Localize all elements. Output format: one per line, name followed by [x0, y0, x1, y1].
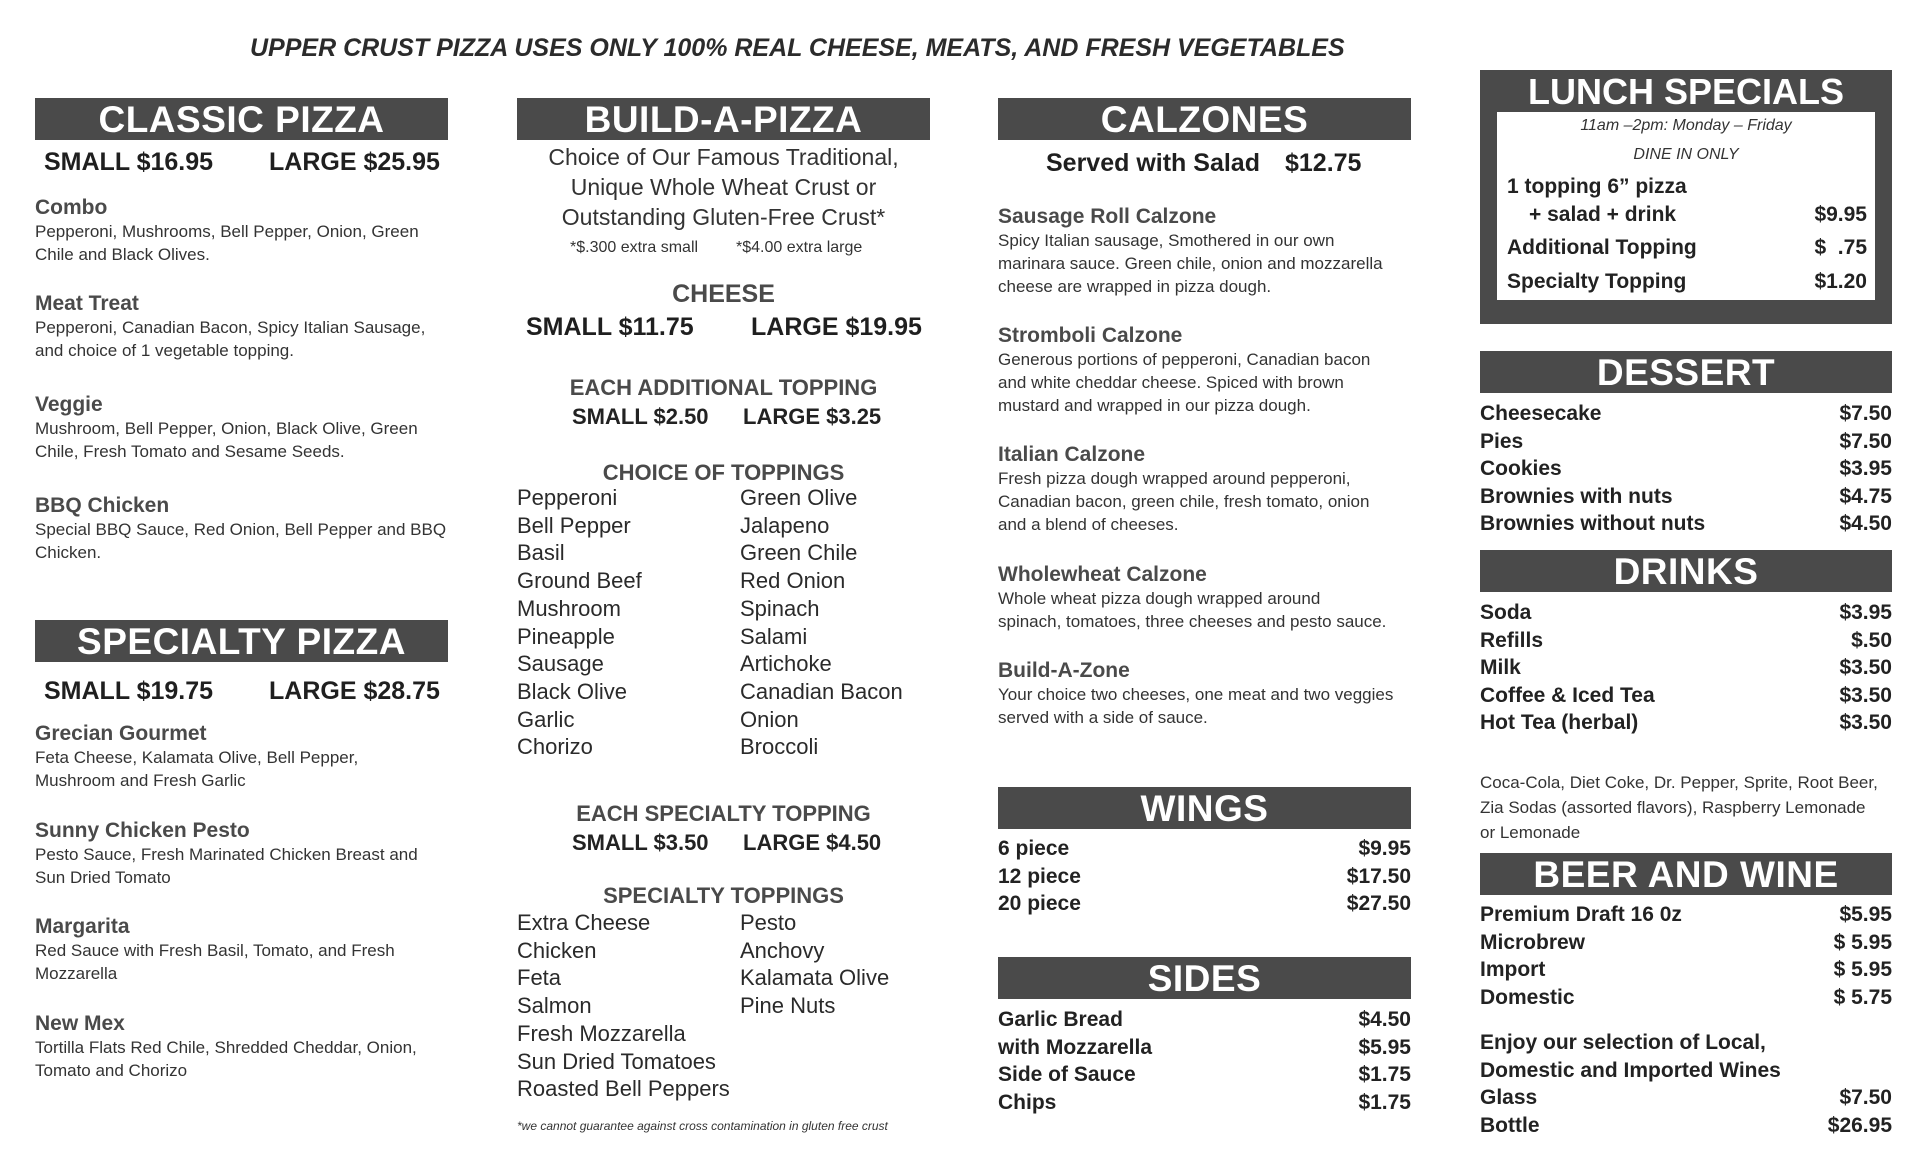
dessert-row: [1480, 400, 1892, 428]
calzone-item: [998, 659, 1418, 729]
price-row-price: $3.95: [1839, 601, 1892, 624]
item-name: Sausage Roll Calzone: [998, 205, 1217, 228]
lunch-item-price: $9.95: [1814, 202, 1867, 226]
specialty-topping-item: Pine Nuts: [740, 993, 836, 1019]
soda-note-line: Coca-Cola, Diet Coke, Dr. Pepper, Sprite, Root Beer,: [1480, 773, 1878, 792]
item-desc: cheese are wrapped in pizza dough.: [998, 277, 1272, 296]
price-row-label: Chips: [998, 1090, 1057, 1114]
specialty-topping-item: Sun Dried Tomatoes: [517, 1048, 716, 1074]
topping-item: Onion: [740, 706, 799, 732]
specialty-topping-item: Feta: [517, 965, 562, 991]
price-row-price: $27.50: [1346, 892, 1411, 915]
classic-large-price: LARGE $25.95: [269, 148, 440, 176]
price-row-label: Garlic Bread: [998, 1008, 1123, 1031]
sides-list: [998, 1006, 1411, 1116]
classic-pizza-header: CLASSIC PIZZA: [35, 98, 448, 140]
dessert-list: [1480, 400, 1892, 538]
calzone-item: [998, 443, 1418, 536]
lunch-item-price: $ .75: [1814, 236, 1867, 259]
dessert-row: [1480, 510, 1892, 538]
build-intro-line: Unique Whole Wheat Crust or: [570, 174, 877, 200]
wine-row: [1480, 1084, 1892, 1112]
calzone-served-with-salad: Served with Salad: [1046, 149, 1260, 177]
item-name: Stromboli Calzone: [998, 324, 1183, 347]
price-row-label: Domestic: [1480, 985, 1575, 1009]
specialty-pizza-header: SPECIALTY PIZZA: [35, 620, 448, 662]
price-row-label: 12 piece: [998, 864, 1081, 888]
cheese-small-price: SMALL $11.75: [526, 313, 694, 341]
topping-item: Spinach: [740, 595, 820, 621]
item-desc: Tomato and Chorizo: [35, 1061, 188, 1080]
topping-item: Broccoli: [740, 734, 819, 760]
item-name: Sunny Chicken Pesto: [35, 819, 250, 842]
soda-note-line: Zia Sodas (assorted flavors), Raspberry Lemonade: [1480, 798, 1866, 817]
price-row-price: $ 5.95: [1833, 958, 1892, 981]
topping-item: Chorizo: [517, 734, 593, 760]
lunch-item-label: Additional Topping: [1507, 236, 1697, 259]
price-row-price: $3.50: [1839, 656, 1892, 679]
extra-large-note: *$4.00 extra large: [736, 239, 863, 256]
wine-intro-line: Domestic and Imported Wines: [1480, 1058, 1781, 1082]
topping-item: Garlic: [517, 706, 575, 732]
item-desc: Feta Cheese, Kalamata Olive, Bell Pepper,: [35, 748, 359, 767]
calzone-item: [998, 324, 1418, 417]
wine-intro-line: Enjoy our selection of Local,: [1480, 1031, 1766, 1054]
topping-item: Salami: [740, 623, 808, 649]
price-row-price: $17.50: [1346, 864, 1411, 888]
beer-row: [1480, 956, 1892, 984]
classic-item: [35, 292, 455, 362]
specialty-topping-item: Anchovy: [740, 937, 825, 963]
item-name: Wholewheat Calzone: [998, 563, 1207, 586]
wine-intro: [1480, 1029, 1892, 1084]
price-row-label: Soda: [1480, 601, 1532, 624]
price-row-price: $3.50: [1839, 683, 1892, 707]
topping-item: Pineapple: [517, 623, 615, 649]
drinks-row: [1480, 654, 1892, 682]
soda-note-line: or Lemonade: [1480, 823, 1581, 842]
specialty-item: [35, 915, 455, 985]
topping-item: Jalapeno: [740, 512, 830, 538]
specialty-small-price: SMALL $19.75: [44, 677, 214, 705]
extra-small-note: *$.300 extra small: [570, 239, 699, 256]
topping-item: Bell Pepper: [517, 512, 631, 538]
price-row-price: $7.50: [1839, 1086, 1892, 1109]
lunch-item: [1507, 173, 1867, 295]
item-desc: Chile, Fresh Tomato and Sesame Seeds.: [35, 442, 345, 461]
gluten-footnote: *we cannot guarantee against cross contamination in gluten free crust: [517, 1119, 888, 1133]
specialty-item: [35, 819, 455, 889]
beer-and-wine-header: BEER AND WINE: [1480, 853, 1892, 895]
price-row-label: 6 piece: [998, 837, 1070, 860]
tagline: UPPER CRUST PIZZA USES ONLY 100% REAL CHEESE, MEATS, AND FRESH VEGETABLES: [250, 34, 1345, 62]
cheese-heading: CHEESE: [672, 280, 775, 308]
sides-row: [998, 1061, 1411, 1089]
specialty-topping-item: Chicken: [517, 937, 597, 963]
cheese-large-price: LARGE $19.95: [751, 313, 922, 341]
sides-row: [998, 1034, 1411, 1062]
price-row-label: Premium Draft 16 0z: [1480, 903, 1682, 926]
price-row-price: $26.95: [1827, 1113, 1892, 1137]
additional-small-price: SMALL $2.50: [572, 404, 709, 429]
sides-header: SIDES: [998, 957, 1411, 999]
drinks-header: DRINKS: [1480, 550, 1892, 592]
specialty-toppings-heading: SPECIALTY TOPPINGS: [603, 883, 844, 908]
calzone-price: $12.75: [1285, 149, 1362, 177]
additional-large-price: LARGE $3.25: [743, 404, 882, 429]
item-desc: Whole wheat pizza dough wrapped around: [998, 589, 1321, 608]
price-row-label: Import: [1480, 958, 1546, 981]
item-desc: Pesto Sauce, Fresh Marinated Chicken Breast and: [35, 845, 418, 864]
sides-row: [998, 1006, 1411, 1034]
specialty-large-price: LARGE $4.50: [743, 830, 882, 855]
price-row-label: Cookies: [1480, 457, 1562, 480]
item-name: Build-A-Zone: [998, 659, 1130, 682]
price-row-label: Brownies without nuts: [1480, 512, 1706, 535]
item-desc: Pepperoni, Mushrooms, Bell Pepper, Onion, Green: [35, 222, 419, 241]
build-intro: [517, 142, 930, 232]
soda-brands-note: [1480, 770, 1900, 845]
topping-item: Pepperoni: [517, 485, 618, 510]
item-name: BBQ Chicken: [35, 494, 170, 517]
drinks-row: [1480, 682, 1892, 710]
dessert-header: DESSERT: [1480, 351, 1892, 393]
price-row-label: Milk: [1480, 656, 1521, 679]
classic-item: [35, 393, 455, 463]
item-desc: Mushroom, Bell Pepper, Onion, Black Olive, Green: [35, 419, 418, 438]
beer-row: [1480, 929, 1892, 957]
specialty-item: [35, 722, 455, 792]
topping-item: Ground Beef: [517, 568, 642, 594]
item-desc: Red Sauce with Fresh Basil, Tomato, and Fresh: [35, 941, 395, 960]
item-desc: and choice of 1 vegetable topping.: [35, 341, 294, 360]
classic-item: [35, 494, 455, 564]
classic-item: [35, 196, 455, 266]
item-desc: spinach, tomatoes, three cheeses and pesto sauce.: [998, 612, 1387, 631]
lunch-item-label: + salad + drink: [1529, 202, 1677, 226]
item-desc: Spicy Italian sausage, Smothered in our own: [998, 231, 1335, 250]
price-row-label: Coffee & Iced Tea: [1480, 683, 1655, 707]
wine-row: [1480, 1112, 1892, 1140]
topping-item: Canadian Bacon: [740, 678, 903, 704]
price-row-price: $4.75: [1839, 484, 1892, 508]
item-desc: Mushroom and Fresh Garlic: [35, 771, 246, 790]
specialty-topping-item: Pesto: [740, 910, 797, 935]
price-row-price: $ 5.75: [1833, 985, 1892, 1009]
lunch-item-price: $1.20: [1814, 269, 1867, 293]
wings-list: [998, 835, 1411, 918]
topping-item: Red Onion: [740, 568, 846, 594]
sides-row: [998, 1089, 1411, 1117]
classic-small-price: SMALL $16.95: [44, 148, 214, 176]
item-desc: Generous portions of pepperoni, Canadian bacon: [998, 350, 1371, 369]
item-desc: Tortilla Flats Red Chile, Shredded Cheddar, Onion,: [35, 1038, 417, 1057]
additional-topping-heading: EACH ADDITIONAL TOPPING: [569, 375, 878, 400]
dessert-row: [1480, 428, 1892, 456]
price-row-price: $.50: [1851, 628, 1892, 652]
wings-row: [998, 863, 1411, 891]
price-row-price: $7.50: [1839, 429, 1892, 453]
price-row-label: Side of Sauce: [998, 1063, 1136, 1086]
specialty-topping-item: Fresh Mozzarella: [517, 1020, 686, 1046]
item-name: Italian Calzone: [998, 443, 1146, 466]
lunch-item-label: Specialty Topping: [1507, 269, 1687, 293]
price-row-price: $4.50: [1358, 1008, 1411, 1031]
price-row-price: $7.50: [1839, 402, 1892, 425]
item-desc: mustard and wrapped in our pizza dough.: [998, 396, 1311, 415]
price-row-label: Bottle: [1480, 1113, 1540, 1137]
calzone-item: [998, 563, 1418, 633]
wings-row: [998, 835, 1411, 863]
topping-item: Green Chile: [740, 540, 858, 566]
specialty-topping-item: Kalamata Olive: [740, 965, 890, 991]
wings-header: WINGS: [998, 787, 1411, 829]
price-row-label: Glass: [1480, 1086, 1538, 1109]
topping-item: Mushroom: [517, 595, 621, 621]
wings-row: [998, 890, 1411, 918]
price-row-price: $3.50: [1839, 711, 1892, 734]
beer-row: [1480, 984, 1892, 1012]
price-row-price: $5.95: [1358, 1035, 1411, 1059]
specialty-topping-item: Salmon: [517, 993, 592, 1019]
lunch-hours: 11am –2pm: Monday – Friday: [1580, 117, 1792, 134]
specialty-large-price: LARGE $28.75: [269, 677, 440, 705]
drinks-list: [1480, 599, 1892, 737]
lunch-dine-in: DINE IN ONLY: [1633, 146, 1739, 163]
calzones-header: CALZONES: [998, 98, 1411, 140]
wine-list: [1480, 1084, 1892, 1139]
specialty-small-price: SMALL $3.50: [572, 830, 709, 855]
item-desc: Special BBQ Sauce, Red Onion, Bell Pepper and BBQ: [35, 520, 447, 539]
beer-list: [1480, 901, 1892, 1011]
drinks-row: [1480, 599, 1892, 627]
price-row-label: Pies: [1480, 429, 1524, 453]
price-row-price: $3.95: [1839, 457, 1892, 480]
specialty-item: [35, 1012, 455, 1082]
drinks-row: [1480, 709, 1892, 737]
specialty-topping-item: Extra Cheese: [517, 910, 651, 935]
item-desc: Pepperoni, Canadian Bacon, Spicy Italian Sausage,: [35, 318, 426, 337]
calzone-item: [998, 205, 1418, 298]
price-row-price: $4.50: [1839, 512, 1892, 535]
item-desc: Chicken.: [35, 543, 102, 562]
dessert-row: [1480, 483, 1892, 511]
price-row-price: $1.75: [1358, 1063, 1411, 1086]
topping-item: Basil: [517, 540, 565, 566]
build-intro-line: Outstanding Gluten-Free Crust*: [561, 204, 886, 230]
price-row-label: Microbrew: [1480, 930, 1586, 954]
item-name: Meat Treat: [35, 292, 139, 315]
specialty-toppings-right: [740, 909, 889, 1020]
topping-item: Artichoke: [740, 651, 832, 677]
topping-item: Sausage: [517, 651, 604, 677]
item-desc: and a blend of cheeses.: [998, 515, 1179, 534]
specialty-topping-item: Roasted Bell Peppers: [517, 1076, 730, 1102]
item-name: Combo: [35, 196, 108, 219]
beer-row: [1480, 901, 1892, 929]
price-row-label: with Mozzarella: [998, 1035, 1153, 1059]
price-row-price: $5.95: [1839, 903, 1892, 926]
item-desc: served with a side of sauce.: [998, 708, 1208, 727]
drinks-row: [1480, 627, 1892, 655]
item-desc: Fresh pizza dough wrapped around pepperoni,: [998, 469, 1351, 488]
item-name: New Mex: [35, 1012, 125, 1035]
lunch-specials-header: LUNCH SPECIALS: [1527, 71, 1845, 112]
price-row-label: Brownies with nuts: [1480, 484, 1673, 508]
toppings-list-left: [517, 484, 642, 761]
topping-item: Black Olive: [517, 678, 628, 704]
build-a-pizza-header: BUILD-A-PIZZA: [517, 98, 930, 140]
choice-of-toppings-heading: CHOICE OF TOPPINGS: [602, 460, 845, 485]
price-row-price: $ 5.95: [1833, 930, 1892, 954]
price-row-label: Refills: [1480, 628, 1544, 652]
price-row-price: $1.75: [1358, 1090, 1411, 1114]
build-intro-line: Choice of Our Famous Traditional,: [548, 144, 899, 170]
lunch-item-label: 1 topping 6” pizza: [1507, 175, 1687, 198]
price-row-label: Cheesecake: [1480, 402, 1602, 425]
item-name: Grecian Gourmet: [35, 722, 207, 745]
item-desc: Mozzarella: [35, 964, 118, 983]
price-row-label: 20 piece: [998, 892, 1081, 915]
item-name: Margarita: [35, 915, 130, 938]
price-row-price: $9.95: [1358, 837, 1411, 860]
topping-item: Green Olive: [740, 485, 858, 510]
toppings-list-right: [740, 484, 903, 761]
item-desc: marinara sauce. Green chile, onion and mozzarella: [998, 254, 1383, 273]
item-name: Veggie: [35, 393, 103, 416]
item-desc: and white cheddar cheese. Spiced with brown: [998, 373, 1344, 392]
item-desc: Chile and Black Olives.: [35, 245, 210, 264]
item-desc: Canadian bacon, green chile, fresh tomato, onion: [998, 492, 1370, 511]
price-row-label: Hot Tea (herbal): [1480, 711, 1639, 734]
item-desc: Sun Dried Tomato: [35, 868, 171, 887]
specialty-topping-heading: EACH SPECIALTY TOPPING: [576, 801, 871, 826]
item-desc: Your choice two cheeses, one meat and two veggies: [998, 685, 1394, 704]
specialty-toppings-left: [517, 909, 730, 1103]
dessert-row: [1480, 455, 1892, 483]
